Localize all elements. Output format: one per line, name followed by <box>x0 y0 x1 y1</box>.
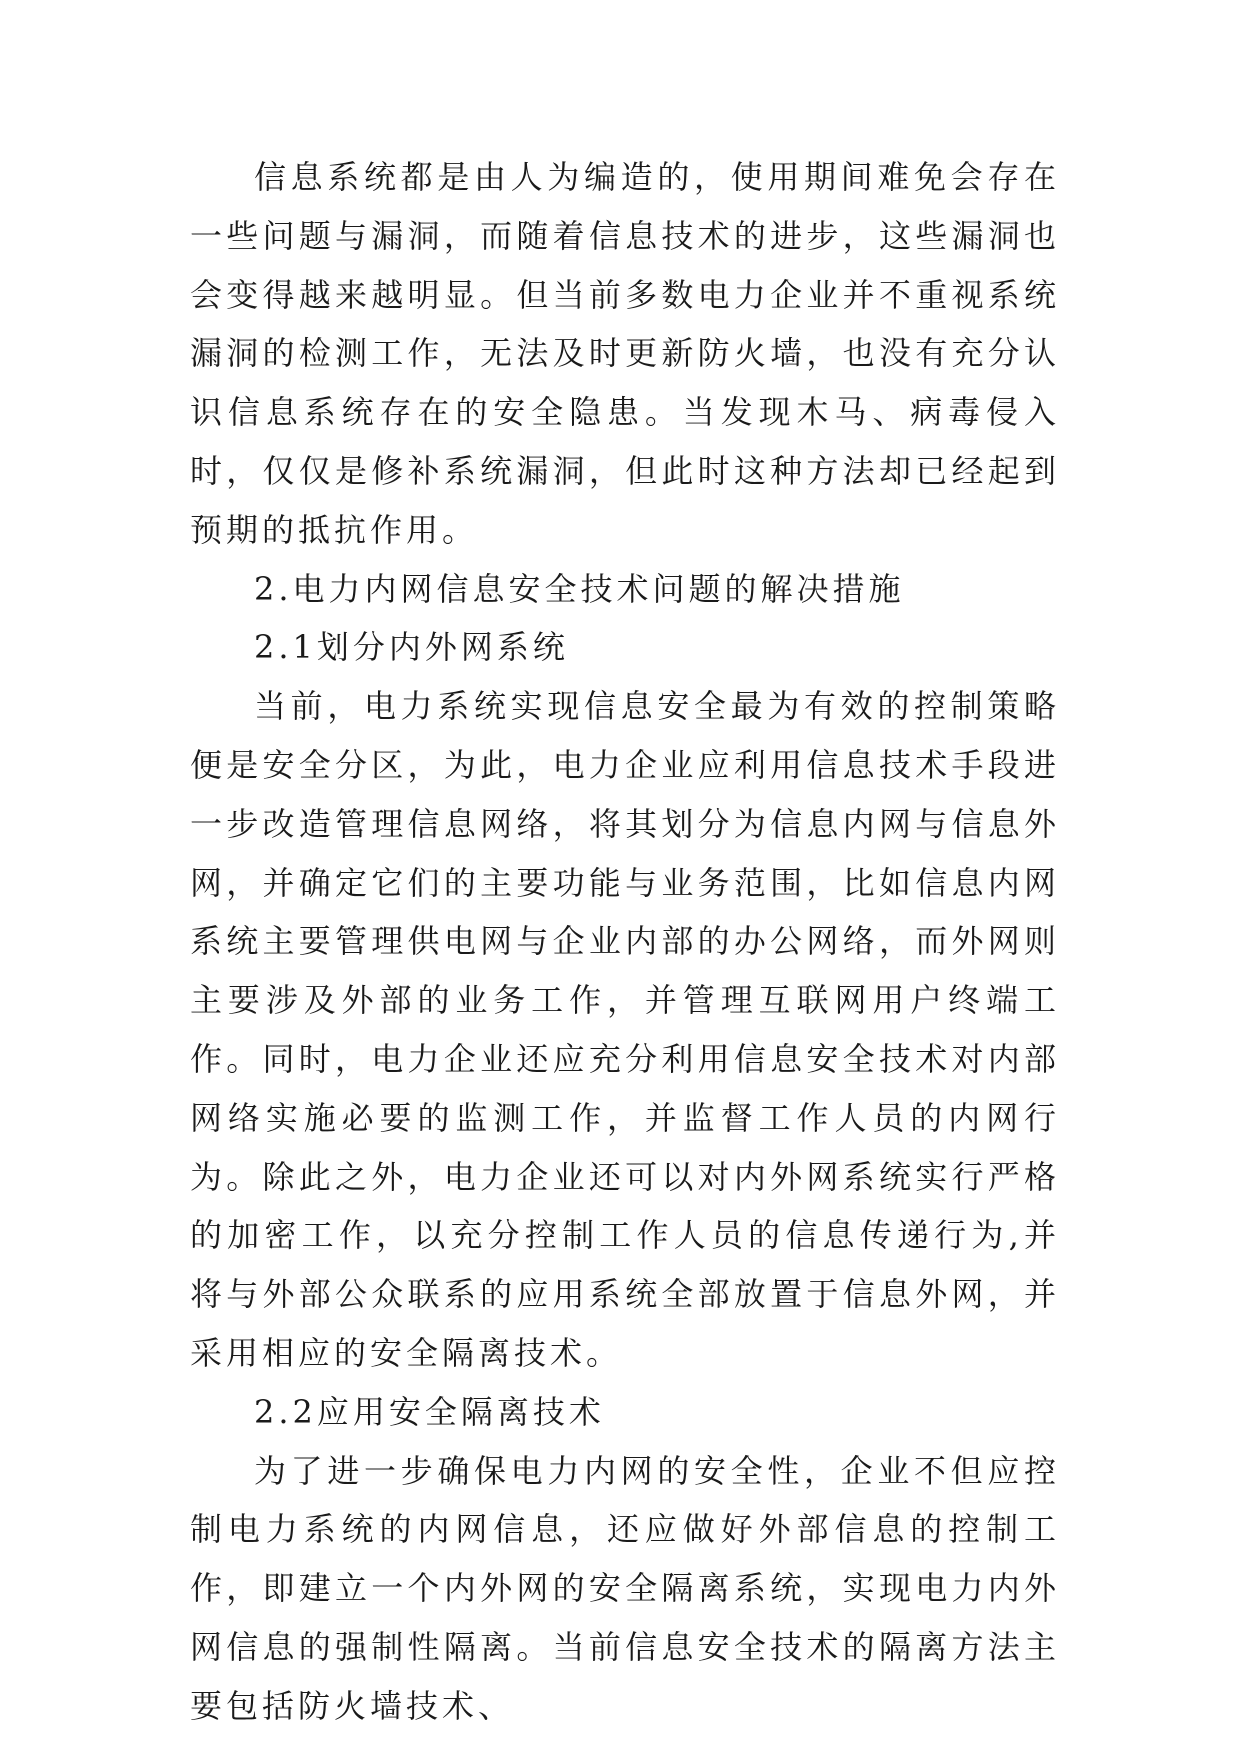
heading-section-2-1: 2.1划分内外网系统 <box>254 628 569 667</box>
heading-section-2-2: 2.2应用安全隔离技术 <box>254 1392 605 1431</box>
paragraph-system-vulnerabilities: 信息系统都是由人为编造的，使用期间难免会存在一些问题与漏洞，而随着信息技术的进步，这些漏洞也会变得越来越明显。但当前多数电力企业并不重视系统漏洞的检测工作，无法及时更新防火墙，也没有充分认识信息系统存在的安全隐患。当发现木马、病毒侵入时，仅仅是修补系统漏洞，但此时这种方法却已经起到预期的抵抗作用。 <box>190 158 1060 549</box>
paragraph-network-partition: 当前，电力系统实现信息安全最为有效的控制策略便是安全分区，为此，电力企业应利用信息技术手段进一步改造管理信息网络，将其划分为信息内网与信息外网，并确定它们的主要功能与业务范围，比如信息内网系统主要管理供电网与企业内部的办公网络，而外网则主要涉及外部的业务工作，并管理互联网用户终端工作。同时，电力企业还应充分利用信息安全技术对内部网络实施必要的监测工作，并监督工作人员的内网行为。除此之外，电力企业还可以对内外网系统实行严格的加密工作，以充分控制工作人员的信息传递行为,并将与外部公众联系的应用系统全部放置于信息外网，并采用相应的安全隔离技术。 <box>190 687 1060 1372</box>
heading-section-2: 2.电力内网信息安全技术问题的解决措施 <box>254 569 905 608</box>
paragraph-isolation-technology: 为了进一步确保电力内网的安全性，企业不但应控制电力系统的内网信息，还应做好外部信息的控制工作，即建立一个内外网的安全隔离系统，实现电力内外网信息的强制性隔离。当前信息安全技术的隔离方法主要包括防火墙技术、 <box>190 1451 1060 1725</box>
document-body <box>190 148 1060 1736</box>
